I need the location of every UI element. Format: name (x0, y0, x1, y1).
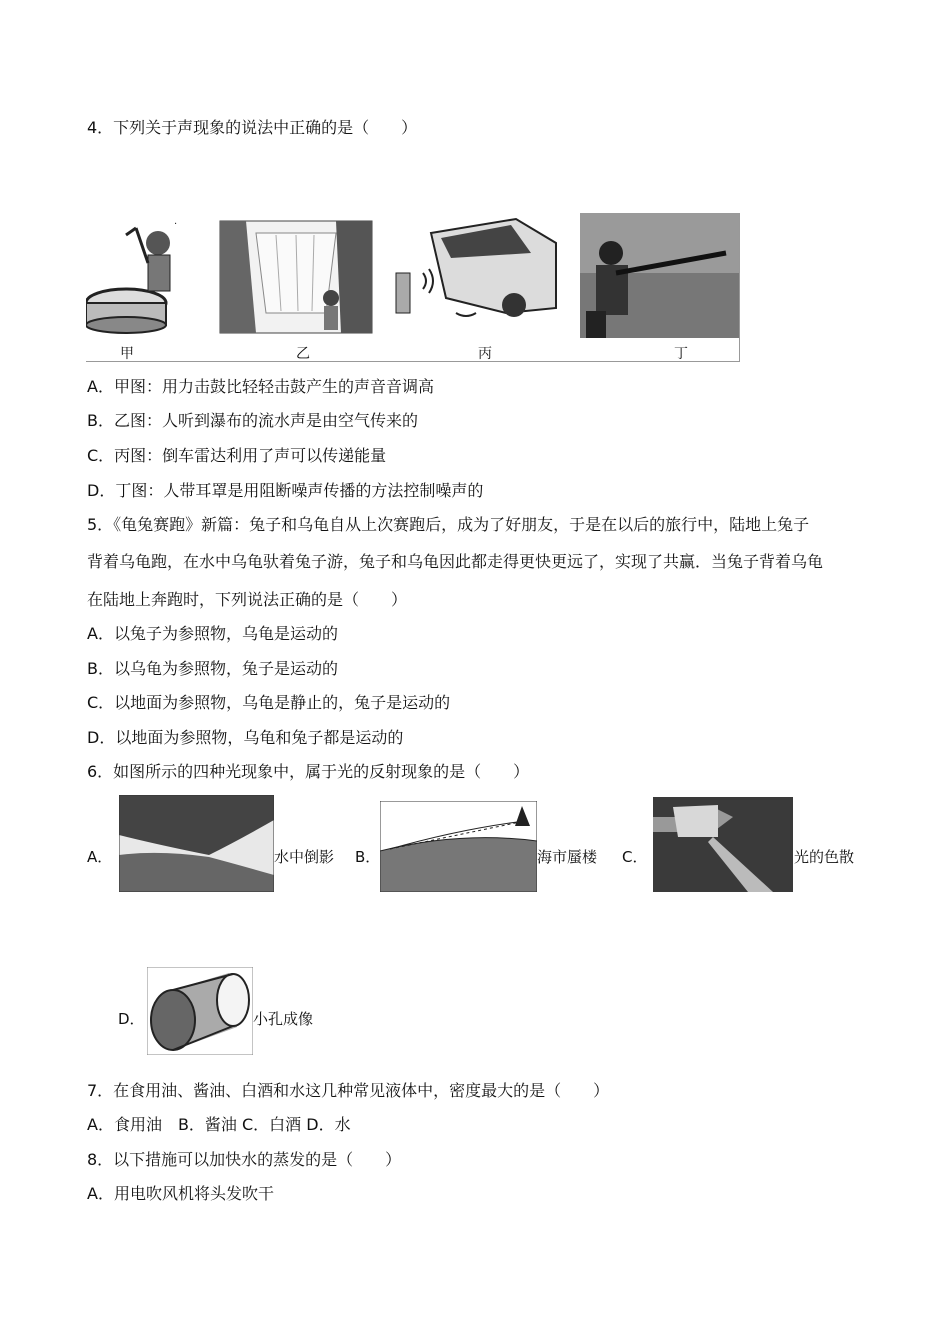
svg-text:·: · (174, 219, 178, 230)
label-ding: 丁 (674, 346, 688, 361)
q6-letter-b: B． (355, 848, 381, 866)
q5-stem-line-1: 5．《龟兔赛跑》新篇：兔子和乌龟自从上次赛跑后，成为了好朋友，于是在以后的旅行中，陆地上兔子 (87, 515, 810, 534)
label-jia: 甲 (120, 346, 134, 361)
q6-image-a-reflection (119, 795, 274, 892)
q7-options: A．食用油 B．酱油 C．白酒 D．水 (87, 1115, 351, 1134)
q5-stem-line-3: 在陆地上奔跑时，下列说法正确的是（ ） (87, 590, 408, 609)
q7-stem: 7．在食用油、酱油、白酒和水这几种常见液体中，密度最大的是（ ） (87, 1081, 610, 1100)
q6-image-c-dispersion (653, 797, 793, 892)
q5-option-b: B．以乌龟为参照物，兔子是运动的 (87, 659, 338, 678)
q4-stem: 4．下列关于声现象的说法中正确的是（ ） (87, 118, 418, 137)
q6-letter-c: C． (622, 848, 648, 866)
q8-stem: 8．以下措施可以加快水的蒸发的是（ ） (87, 1150, 402, 1169)
q6-caption-b: 海市蜃楼 (537, 848, 598, 866)
q4-figure (86, 213, 740, 362)
q4-figure-drawing (86, 213, 739, 361)
label-bing: 丙 (478, 346, 492, 361)
q6-stem: 6．如图所示的四种光现象中，属于光的反射现象的是（ ） (87, 762, 530, 781)
q6-caption-c: 光的色散 (794, 848, 855, 866)
q6-caption-a: 水中倒影 (274, 848, 335, 866)
q6-caption-d: 小孔成像 (253, 1010, 314, 1028)
figure-ding-shooter (580, 213, 739, 338)
q5-option-d: D．以地面为参照物，乌龟和兔子都是运动的 (87, 728, 404, 747)
q4-option-d: D．丁图：人带耳罩是用阻断噪声传播的方法控制噪声的 (87, 481, 484, 500)
figure-jia-drum (86, 219, 177, 333)
q4-option-c: C．丙图：倒车雷达利用了声可以传递能量 (87, 446, 387, 465)
figure-bing-car (396, 219, 556, 317)
q4-option-b: B．乙图：人听到瀑布的流水声是由空气传来的 (87, 411, 418, 430)
q5-stem-line-2: 背着乌龟跑，在水中乌龟驮着兔子游，兔子和乌龟因此都走得更快更远了，实现了共赢．当兔子背着乌龟 (87, 552, 824, 571)
q6-letter-a: A． (87, 848, 113, 866)
q4-option-a: A．甲图：用力击鼓比轻轻击鼓产生的声音音调高 (87, 377, 434, 396)
q6-letter-d: D． (118, 1010, 145, 1028)
q8-option-a: A．用电吹风机将头发吹干 (87, 1184, 274, 1203)
q5-option-a: A．以兔子为参照物，乌龟是运动的 (87, 624, 338, 643)
q5-option-c: C．以地面为参照物，乌龟是静止的，兔子是运动的 (87, 693, 451, 712)
q6-image-b-mirage (380, 801, 537, 892)
label-yi: 乙 (296, 346, 310, 361)
q6-image-d-pinhole (147, 967, 253, 1055)
figure-yi-waterfall (220, 221, 372, 333)
